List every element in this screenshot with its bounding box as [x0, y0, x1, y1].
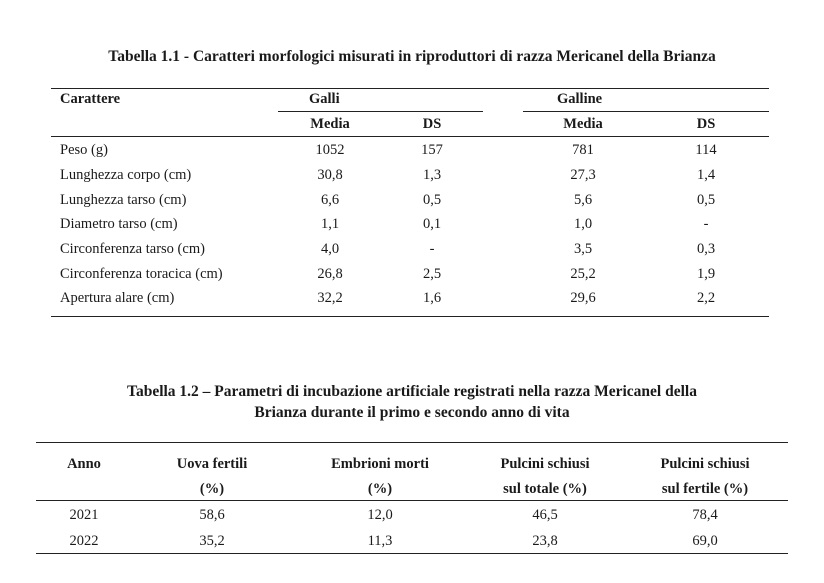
header-carattere: Carattere [60, 91, 121, 107]
row-label: Circonferenza tarso (cm) [60, 241, 205, 257]
row-label: Apertura alare (cm) [60, 290, 175, 306]
header-anno: Anno [67, 456, 101, 472]
table1-header-rule [51, 136, 769, 137]
anno-value: 2021 [69, 507, 99, 523]
table1-caption: Tabella 1.1 - Caratteri morfologici misurati in riproduttori di razza Mericanel della Brianza [108, 48, 716, 65]
header-galline-media: Media [563, 116, 603, 132]
galli-media-value: 1052 [315, 142, 345, 158]
galline-media-value: 29,6 [570, 290, 596, 306]
table1-top-rule [51, 88, 769, 89]
galline-ds-value: - [703, 216, 709, 232]
galline-ds-value: 0,3 [696, 241, 716, 257]
galline-ds-value: 0,5 [696, 192, 716, 208]
header-uova-unit: (%) [199, 481, 225, 497]
header-pulcini-totale-unit: sul totale (%) [503, 481, 587, 497]
table1-galli-rule [278, 111, 483, 112]
galline-media-value: 5,6 [573, 192, 593, 208]
galli-ds-value: 1,6 [422, 290, 442, 306]
header-embrioni-morti: Embrioni morti [331, 456, 429, 472]
uova-value: 58,6 [199, 507, 225, 523]
table2-bottom-rule [36, 553, 788, 554]
header-galli-media: Media [310, 116, 350, 132]
row-label: Lunghezza tarso (cm) [60, 192, 187, 208]
header-galli: Galli [309, 91, 340, 107]
galli-ds-value: 0,5 [422, 192, 442, 208]
galli-media-value: 1,1 [320, 216, 340, 232]
galli-media-value: 26,8 [317, 266, 343, 282]
row-label: Lunghezza corpo (cm) [60, 167, 192, 183]
galline-ds-value: 114 [695, 142, 717, 158]
galli-media-value: 4,0 [320, 241, 340, 257]
morphology-table [51, 88, 769, 318]
galline-media-value: 25,2 [570, 266, 596, 282]
galli-media-value: 30,8 [317, 167, 343, 183]
galline-media-value: 3,5 [573, 241, 593, 257]
galli-ds-value: 0,1 [422, 216, 442, 232]
galline-ds-value: 1,9 [696, 266, 716, 282]
row-label: Circonferenza toracica (cm) [60, 266, 223, 282]
table1-bottom-rule [51, 316, 769, 317]
galli-media-value: 32,2 [317, 290, 343, 306]
row-label: Peso (g) [60, 142, 108, 158]
galline-media-value: 1,0 [573, 216, 593, 232]
galline-media-value: 781 [572, 142, 594, 158]
pulcini-totale-value: 23,8 [532, 533, 558, 549]
pulcini-totale-value: 46,5 [532, 507, 558, 523]
header-galline: Galline [557, 91, 603, 107]
table2-caption-line1: Tabella 1.2 – Parametri di incubazione artificiale registrati nella razza Mericanel della [127, 383, 697, 400]
galli-media-value: 6,6 [320, 192, 340, 208]
pulcini-fertile-value: 69,0 [692, 533, 718, 549]
header-pulcini-fertile-unit: sul fertile (%) [661, 481, 749, 497]
galli-ds-value: - [429, 241, 435, 257]
galline-ds-value: 2,2 [696, 290, 716, 306]
header-galli-ds: DS [422, 116, 442, 132]
galline-ds-value: 1,4 [696, 167, 716, 183]
header-uova-fertili: Uova fertili [176, 456, 248, 472]
table2-caption-line2: Brianza durante il primo e secondo anno di vita [254, 404, 570, 421]
header-pulcini-fertile: Pulcini schiusi [660, 456, 750, 472]
embrioni-value: 11,3 [367, 533, 393, 549]
embrioni-value: 12,0 [367, 507, 393, 523]
table2-top-rule [36, 442, 788, 443]
galline-media-value: 27,3 [570, 167, 596, 183]
galli-ds-value: 1,3 [422, 167, 442, 183]
header-pulcini-totale: Pulcini schiusi [500, 456, 590, 472]
header-embrioni-unit: (%) [367, 481, 393, 497]
anno-value: 2022 [69, 533, 99, 549]
galli-ds-value: 157 [421, 142, 443, 158]
header-galline-ds: DS [696, 116, 716, 132]
table2-header-rule [36, 500, 788, 501]
incubation-table [36, 442, 788, 557]
pulcini-fertile-value: 78,4 [692, 507, 718, 523]
row-label: Diametro tarso (cm) [60, 216, 178, 232]
table1-galline-rule [523, 111, 769, 112]
table2-caption [50, 381, 774, 423]
uova-value: 35,2 [199, 533, 225, 549]
galli-ds-value: 2,5 [422, 266, 442, 282]
